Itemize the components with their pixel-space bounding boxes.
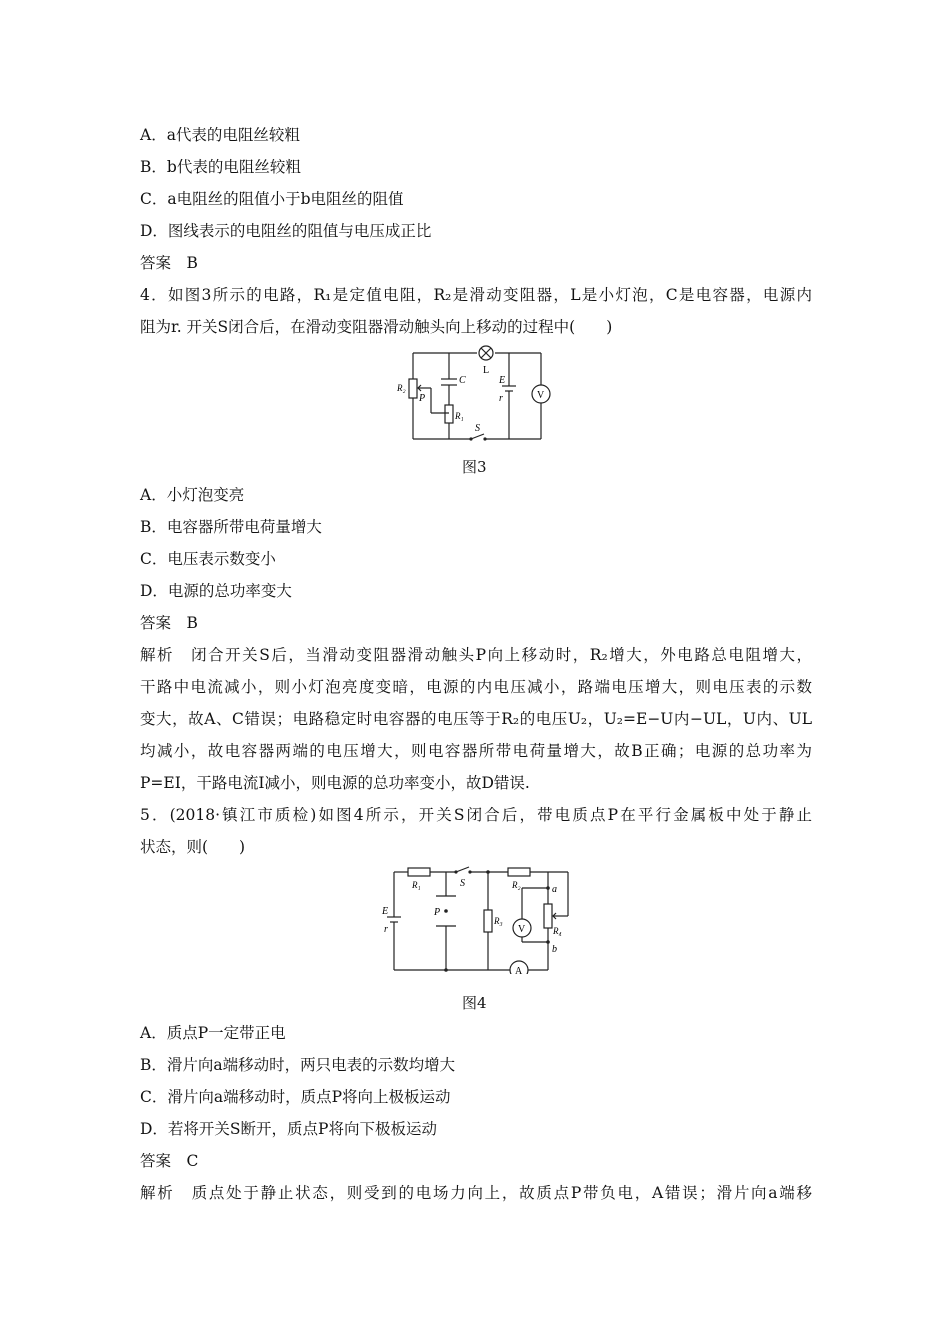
fig4-label-r3: R₃ bbox=[494, 916, 503, 926]
fig4-label-b: b bbox=[552, 944, 557, 955]
q3-answer: 答案 B bbox=[140, 254, 198, 272]
q4-stem-line2: 阻为r. 开关S闭合后，在滑动变阻器滑动触头向上移动的过程中( ) bbox=[140, 318, 613, 336]
q4-analysis-line5: P=EI，干路电流I减小，则电源的总功率变小，故D错误. bbox=[140, 774, 530, 792]
fig4-voltmeter-label: V bbox=[518, 924, 526, 935]
fig3-label-r1: R₁ bbox=[455, 411, 464, 421]
q4-option-c: C．电压表示数变小 bbox=[140, 550, 276, 568]
q5-analysis-line1: 解析 质点处于静止状态，则受到的电场力向上，故质点P带负电，A错误；滑片向a端移 bbox=[140, 1184, 812, 1202]
fig4-ammeter-label: A bbox=[515, 966, 523, 974]
fig3-label-l: L bbox=[483, 365, 490, 376]
figure-4-circuit bbox=[380, 862, 575, 974]
fig3-label-p: P bbox=[419, 393, 426, 404]
q4-stem-line1: 4．如图3所示的电路，R₁是定值电阻，R₂是滑动变阻器，L是小灯泡，C是电容器，电源内 bbox=[140, 286, 812, 304]
fig3-label-c: C bbox=[459, 375, 466, 386]
q4-option-b: B．电容器所带电荷量增大 bbox=[140, 518, 322, 536]
fig3-label-e: E bbox=[499, 375, 506, 386]
q3-option-a: A．a代表的电阻丝较粗 bbox=[140, 126, 300, 144]
q4-option-d: D．电源的总功率变大 bbox=[140, 582, 292, 600]
q4-analysis-line1: 解析 闭合开关S后，当滑动变阻器滑动触头P向上移动时，R₂增大，外电路总电阻增大， bbox=[140, 646, 812, 664]
q5-option-c: C．滑片向a端移动时，质点P将向上极板运动 bbox=[140, 1088, 451, 1106]
q5-stem-line2: 状态，则( ) bbox=[140, 838, 246, 856]
fig4-label-r2: R₂ bbox=[512, 880, 521, 890]
q3-option-b: B．b代表的电阻丝较粗 bbox=[140, 158, 301, 176]
fig4-label-s: S bbox=[460, 878, 465, 889]
q3-option-c: C．a电阻丝的阻值小于b电阻丝的阻值 bbox=[140, 190, 404, 208]
figure-3-circuit bbox=[395, 343, 555, 443]
q4-analysis-line3: 变大，故A、C错误；电路稳定时电容器的电压等于R₂的电压U₂，U₂=E−U内−UL，U内、UL bbox=[140, 710, 812, 728]
q4-option-a: A．小灯泡变亮 bbox=[140, 486, 245, 504]
fig3-label-r2: R₂ bbox=[397, 383, 406, 393]
fig4-label-r: r bbox=[384, 924, 388, 935]
fig3-voltmeter-label: V bbox=[537, 390, 545, 401]
fig3-label-s: S bbox=[475, 423, 480, 434]
fig3-label-r: r bbox=[499, 393, 503, 404]
fig4-label-a: a bbox=[552, 884, 557, 895]
q4-answer: 答案 B bbox=[140, 614, 198, 632]
figure-4-caption: 图4 bbox=[462, 994, 487, 1012]
q4-analysis-line2: 干路中电流减小，则小灯泡亮度变暗，电源的内电压减小，路端电压增大，则电压表的示数 bbox=[140, 678, 812, 696]
q3-option-d: D．图线表示的电阻丝的阻值与电压成正比 bbox=[140, 222, 432, 240]
q5-option-a: A．质点P一定带正电 bbox=[140, 1024, 286, 1042]
fig4-label-e: E bbox=[382, 906, 389, 917]
fig4-label-r1: R₁ bbox=[412, 880, 421, 890]
q5-answer: 答案 C bbox=[140, 1152, 199, 1170]
q4-analysis-line4: 均减小，故电容器两端的电压增大，则电容器所带电荷量增大，故B正确；电源的总功率为 bbox=[140, 742, 812, 760]
q5-stem-line1: 5．(2018·镇江市质检)如图4所示，开关S闭合后，带电质点P在平行金属板中处于静止 bbox=[140, 806, 812, 824]
figure-3-caption: 图3 bbox=[462, 458, 487, 476]
q5-option-d: D．若将开关S断开，质点P将向下极板运动 bbox=[140, 1120, 437, 1138]
fig4-label-p: P bbox=[434, 907, 441, 918]
q5-option-b: B．滑片向a端移动时，两只电表的示数均增大 bbox=[140, 1056, 456, 1074]
fig4-label-r4: R₄ bbox=[553, 926, 562, 936]
